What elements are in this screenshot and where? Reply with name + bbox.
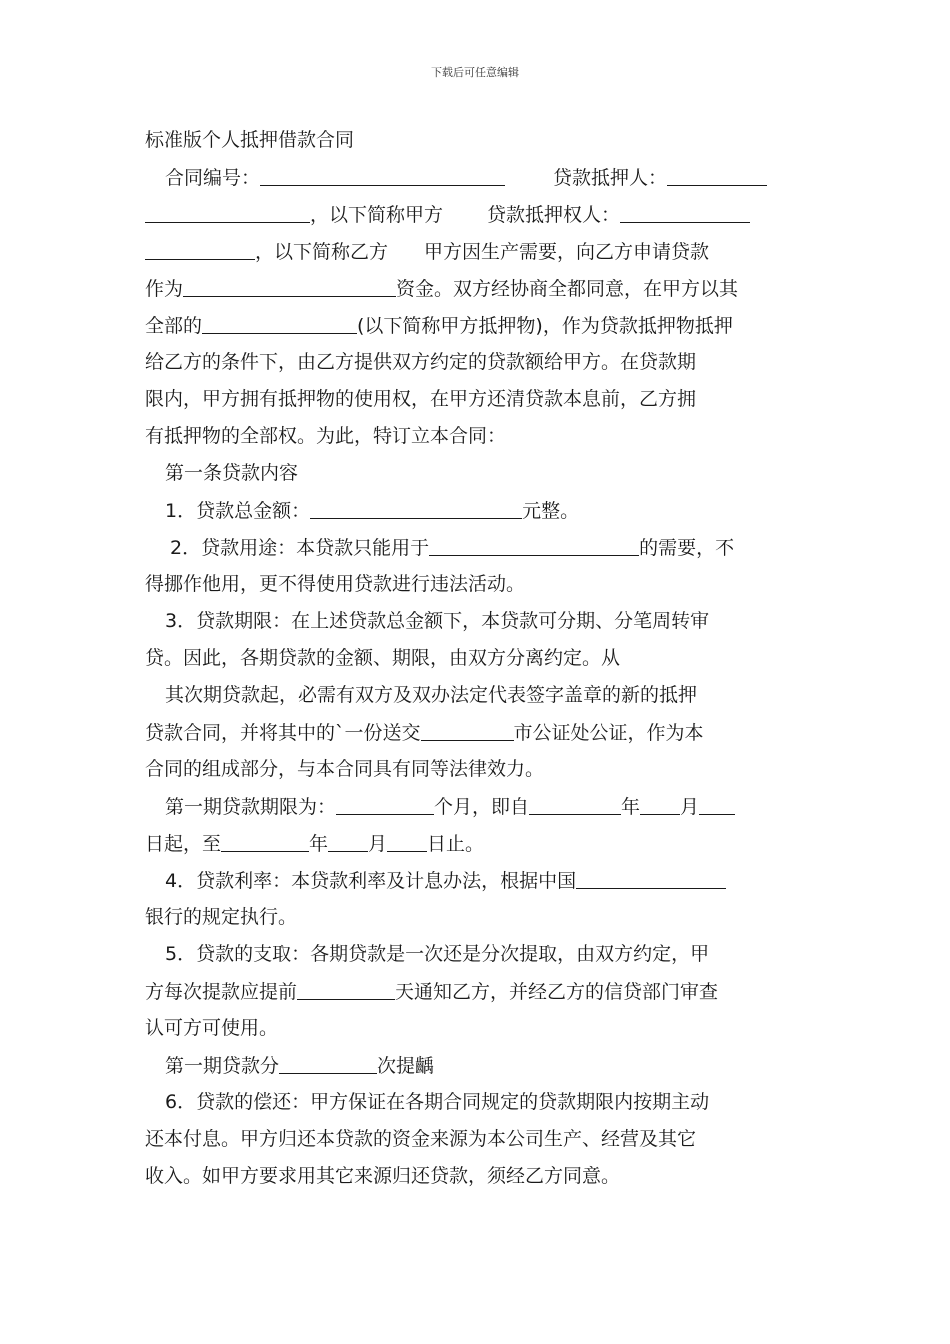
text-line: 还本付息。甲方归还本贷款的资金来源为本公司生产、经营及其它 [145, 1128, 697, 1150]
term-months-blank [336, 788, 434, 815]
notice-days-blank [297, 973, 395, 1000]
mortgagor-blank [667, 159, 767, 186]
contract-number-blank [260, 159, 505, 186]
text-line: 有抵押物的全部权。为此，特订立本合同： [145, 425, 507, 447]
document-title: 标准版个人抵押借款合同 [145, 129, 355, 151]
page-header: 下载后可任意编辑 [431, 66, 519, 79]
end-year-blank [221, 825, 309, 852]
text-line: ，以下简称乙方 甲方因生产需要，向乙方申请贷款 [145, 233, 810, 270]
text-line: 2．贷款用途：本贷款只能用于 的需要，不 [145, 529, 810, 566]
section-heading: 第一条贷款内容 [165, 462, 299, 484]
text-line: 合同的组成部分，与本合同具有同等法律效力。 [145, 758, 545, 780]
text-line: 贷。因此，各期贷款的金额、期限，由双方分离约定。从 [145, 647, 621, 669]
text-line: 认可方可使用。 [145, 1017, 279, 1039]
collateral-blank [202, 307, 357, 334]
text-line: 给乙方的条件下，由乙方提供双方约定的贷款额给甲方。在贷款期 [145, 351, 697, 373]
text-line: 第一期贷款分 次提齲 [145, 1047, 810, 1084]
contract-body [145, 122, 810, 1195]
text-line: 5．贷款的支取：各期贷款是一次还是分次提取，由双方约定，甲 [165, 943, 710, 965]
mortgagor-blank-cont [145, 196, 310, 223]
text-line: 收入。如甲方要求用其它来源归还贷款，须经乙方同意。 [145, 1165, 621, 1187]
text-line: 6．贷款的偿还：甲方保证在各期合同规定的贷款期限内按期主动 [165, 1091, 710, 1113]
mortgagee-label: 贷款抵押权人： [487, 204, 621, 226]
loan-purpose-blank [183, 270, 396, 297]
contract-number-label: 合同编号： [165, 167, 261, 189]
text-line: 1．贷款总金额： 元整。 [145, 492, 810, 529]
text-line: 其次期贷款起，必需有双方及双办法定代表签字盖章的新的抵押 [165, 684, 698, 706]
text-line: 3．贷款期限：在上述贷款总金额下，本贷款可分期、分笔周转审 [165, 610, 710, 632]
end-month-blank [328, 825, 368, 852]
mortgagor-label: 贷款抵押人： [553, 167, 668, 189]
text-line: 全部的 (以下简称甲方抵押物)，作为贷款抵押物抵押 [145, 307, 810, 344]
text-line: 贷款合同，并将其中的`一份送交 市公证处公证，作为本 [145, 714, 810, 751]
loan-use-blank [429, 529, 639, 556]
text-line: 4．贷款利率：本贷款利率及计息办法，根据中国 [145, 862, 810, 899]
text-line: 银行的规定执行。 [145, 906, 298, 928]
bank-name-blank [576, 862, 726, 889]
text-line: ，以下简称甲方 贷款抵押权人： [145, 196, 810, 233]
end-day-blank [387, 825, 427, 852]
notary-city-blank [421, 714, 514, 741]
text-line [145, 159, 810, 196]
mortgagee-blank [620, 196, 750, 223]
start-day-blank [699, 788, 735, 815]
withdrawal-count-blank [279, 1047, 377, 1074]
text-line: 限内，甲方拥有抵押物的使用权，在甲方还清贷款本息前，乙方拥 [145, 388, 697, 410]
text-line: 作为 资金。双方经协商全都同意，在甲方以其 [145, 270, 810, 307]
mortgagee-blank-cont [145, 233, 255, 260]
text-line: 得挪作他用，更不得使用贷款进行违法活动。 [145, 573, 526, 595]
start-month-blank [640, 788, 680, 815]
text-line: 方每次提款应提前 天通知乙方，并经乙方的信贷部门审查 [145, 973, 810, 1010]
text-line: 第一期贷款期限为： 个月，即自 年 月 [145, 788, 810, 825]
loan-amount-blank [310, 492, 522, 519]
start-year-blank [529, 788, 621, 815]
text-line: 日起，至 年 月 日止。 [145, 825, 810, 862]
